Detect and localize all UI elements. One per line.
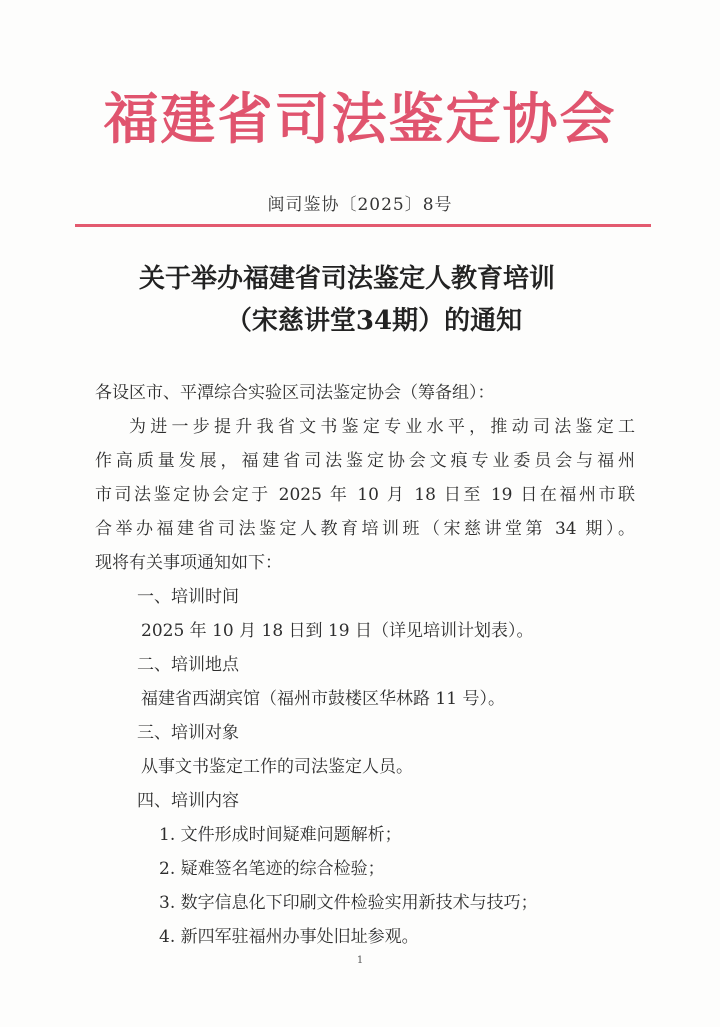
- notice-title-line-1: 关于举办福建省司法鉴定人教育培训: [138, 264, 555, 294]
- section-heading-content: 四、培训内容: [137, 791, 239, 811]
- intro-line: 作高质量发展，福建省司法鉴定协会文痕专业委员会与福州: [95, 451, 635, 471]
- section-heading-location: 二、培训地点: [137, 655, 239, 675]
- notice-title-line-2: （宋慈讲堂34期）的通知: [225, 306, 523, 336]
- content-list-item: 1. 文件形成时间疑难问题解析；: [159, 825, 402, 845]
- document-number: 闽司鉴协〔2025〕8号: [267, 195, 453, 215]
- notice-title: [0, 258, 720, 342]
- salutation: 各设区市、平潭综合实验区司法鉴定协会（筹备组）：: [95, 383, 495, 403]
- page-number: 1: [356, 955, 364, 966]
- section-content-audience: 从事文书鉴定工作的司法鉴定人员。: [141, 757, 413, 777]
- content-list-item: 4. 新四军驻福州办事处旧址参观。: [159, 927, 419, 947]
- intro-line: 为进一步提升我省文书鉴定专业水平，推动司法鉴定工: [129, 417, 635, 437]
- red-divider-line: [75, 224, 651, 227]
- section-heading-time: 一、培训时间: [137, 587, 239, 607]
- content-list-item: 2. 疑难签名笔迹的综合检验；: [159, 859, 385, 879]
- intro-line: 合举办福建省司法鉴定人教育培训班（宋慈讲堂第 34 期）。: [95, 519, 635, 539]
- section-content-time: 2025 年 10 月 18 日到 19 日（详见培训计划表）。: [141, 621, 534, 641]
- section-content-location: 福建省西湖宾馆（福州市鼓楼区华林路 11 号）。: [141, 689, 505, 709]
- content-list-item: 3. 数字信息化下印刷文件检验实用新技术与技巧；: [159, 893, 538, 913]
- intro-line: 市司法鉴定协会定于 2025 年 10 月 18 日至 19 日在福州市联: [95, 485, 635, 505]
- intro-line: 现将有关事项通知如下：: [95, 553, 282, 573]
- section-heading-audience: 三、培训对象: [137, 723, 239, 743]
- notice-body: [95, 376, 635, 954]
- organization-letterhead: 福建省司法鉴定协会: [103, 87, 617, 151]
